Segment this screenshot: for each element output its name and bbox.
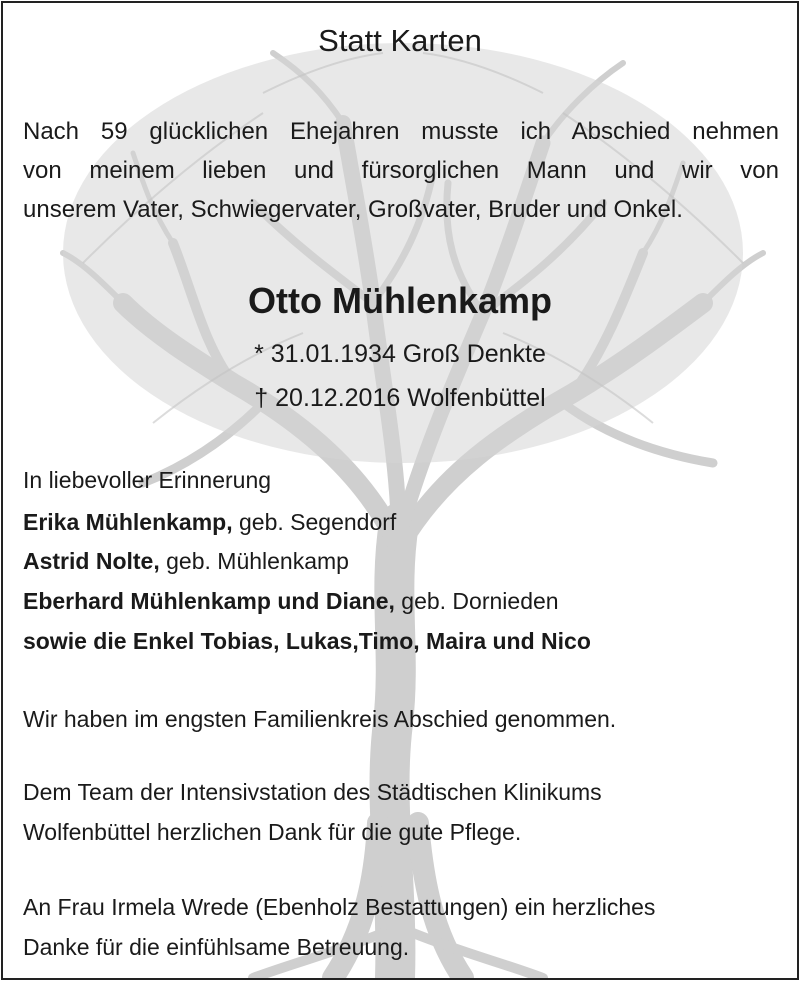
deceased-name: Otto Mühlenkamp xyxy=(248,280,552,321)
grandchildren-names: sowie die Enkel Tobias, Lukas,Timo, Maira und Nico xyxy=(23,628,591,654)
thanks-undertaker-line: An Frau Irmela Wrede (Ebenholz Bestattungen) ein herzliches xyxy=(23,894,656,920)
mourner-note: geb. Mühlenkamp xyxy=(166,548,349,574)
intro-line: von meinem lieben und fürsorglichen Mann und wir von xyxy=(23,157,779,184)
card-heading: Statt Karten xyxy=(318,23,482,58)
mourner-name: Erika Mühlenkamp, xyxy=(23,509,233,535)
mourner-entry xyxy=(23,545,349,577)
mourner-note: geb. Dornieden xyxy=(401,588,559,614)
thanks-clinic-line: Wolfenbüttel herzlichen Dank für die gute Pflege. xyxy=(23,819,522,845)
obituary-card xyxy=(1,1,799,980)
thanks-clinic-line: Dem Team der Intensivstation des Städtischen Klinikums xyxy=(23,779,602,805)
intro-line: unserem Vater, Schwiegervater, Großvater, Bruder und Onkel. xyxy=(23,196,683,223)
death-date: † 20.12.2016 Wolfenbüttel xyxy=(254,384,546,412)
mourner-name: Eberhard Mühlenkamp und Diane, xyxy=(23,588,395,614)
intro-paragraph xyxy=(23,112,779,229)
mourner-name: Astrid Nolte, xyxy=(23,548,160,574)
thanks-undertaker-line: Danke für die einfühlsame Betreuung. xyxy=(23,934,410,960)
mourner-note: geb. Segendorf xyxy=(239,509,397,535)
birth-date: * 31.01.1934 Groß Denkte xyxy=(254,340,546,368)
mourner-entry xyxy=(23,506,396,538)
mourners-intro: In liebevoller Erinnerung xyxy=(23,467,272,493)
obituary-text xyxy=(3,3,797,978)
intro-line: Nach 59 glücklichen Ehejahren musste ich Abschied nehmen xyxy=(23,118,779,145)
mourner-entry xyxy=(23,585,559,617)
farewell-line: Wir haben im engsten Familienkreis Abschied genommen. xyxy=(23,706,617,732)
grandchildren-line xyxy=(23,625,591,657)
